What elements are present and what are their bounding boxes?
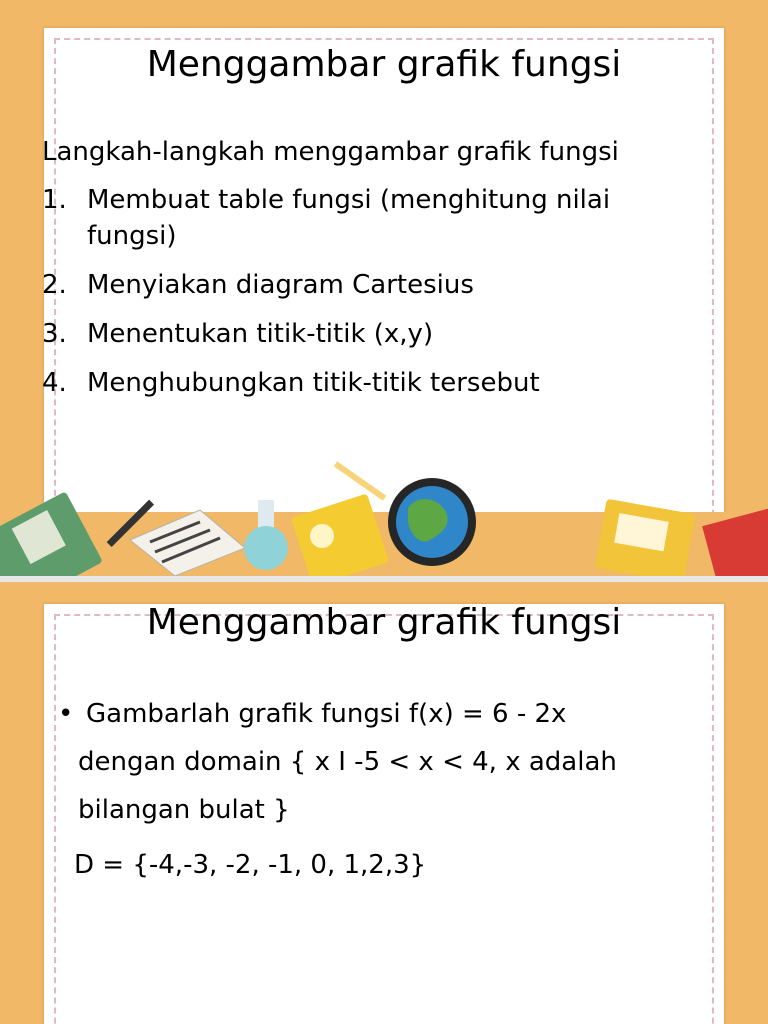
step-item <box>42 365 677 401</box>
step-item <box>42 182 677 254</box>
exercise-line: Gambarlah grafik fungsi f(x) = 6 - 2x <box>86 699 567 729</box>
step-number: 3. <box>42 319 67 349</box>
exercise-text <box>58 690 678 834</box>
ruler-icon <box>334 461 387 500</box>
list-item <box>58 690 678 738</box>
globe-icon <box>388 478 476 566</box>
slide-2-title: Menggambar grafik fungsi <box>146 602 622 643</box>
exercise-line: dengan domain { x I -5 < x < 4, x adalah <box>78 747 617 777</box>
step-text: Membuat table fungsi (menghitung nilai fungsi) <box>87 185 611 251</box>
steps-intro: Langkah-langkah menggambar grafik fungsi <box>42 137 619 167</box>
step-text: Menghubungkan titik-titik tersebut <box>87 368 540 398</box>
paper-icon <box>595 499 768 576</box>
step-number: 4. <box>42 368 67 398</box>
step-text: Menyiakan diagram Cartesius <box>87 270 474 300</box>
step-item <box>42 316 677 352</box>
slide-1-title: Menggambar grafik fungsi <box>146 44 622 85</box>
slide-2 <box>0 582 768 1024</box>
bullet: • <box>58 699 74 729</box>
step-text: Menentukan titik-titik (x,y) <box>87 319 434 349</box>
step-number: 1. <box>42 185 67 215</box>
step-number: 2. <box>42 270 67 300</box>
notebook-icon <box>0 491 103 576</box>
step-item <box>42 267 677 303</box>
domain-set: D = {-4,-3, -2, -1, 0, 1,2,3} <box>74 850 427 880</box>
steps-list <box>42 182 677 414</box>
flask-icon <box>244 500 288 570</box>
exercise-line: bilangan bulat } <box>78 795 290 825</box>
school-supplies-illustration <box>0 430 768 576</box>
